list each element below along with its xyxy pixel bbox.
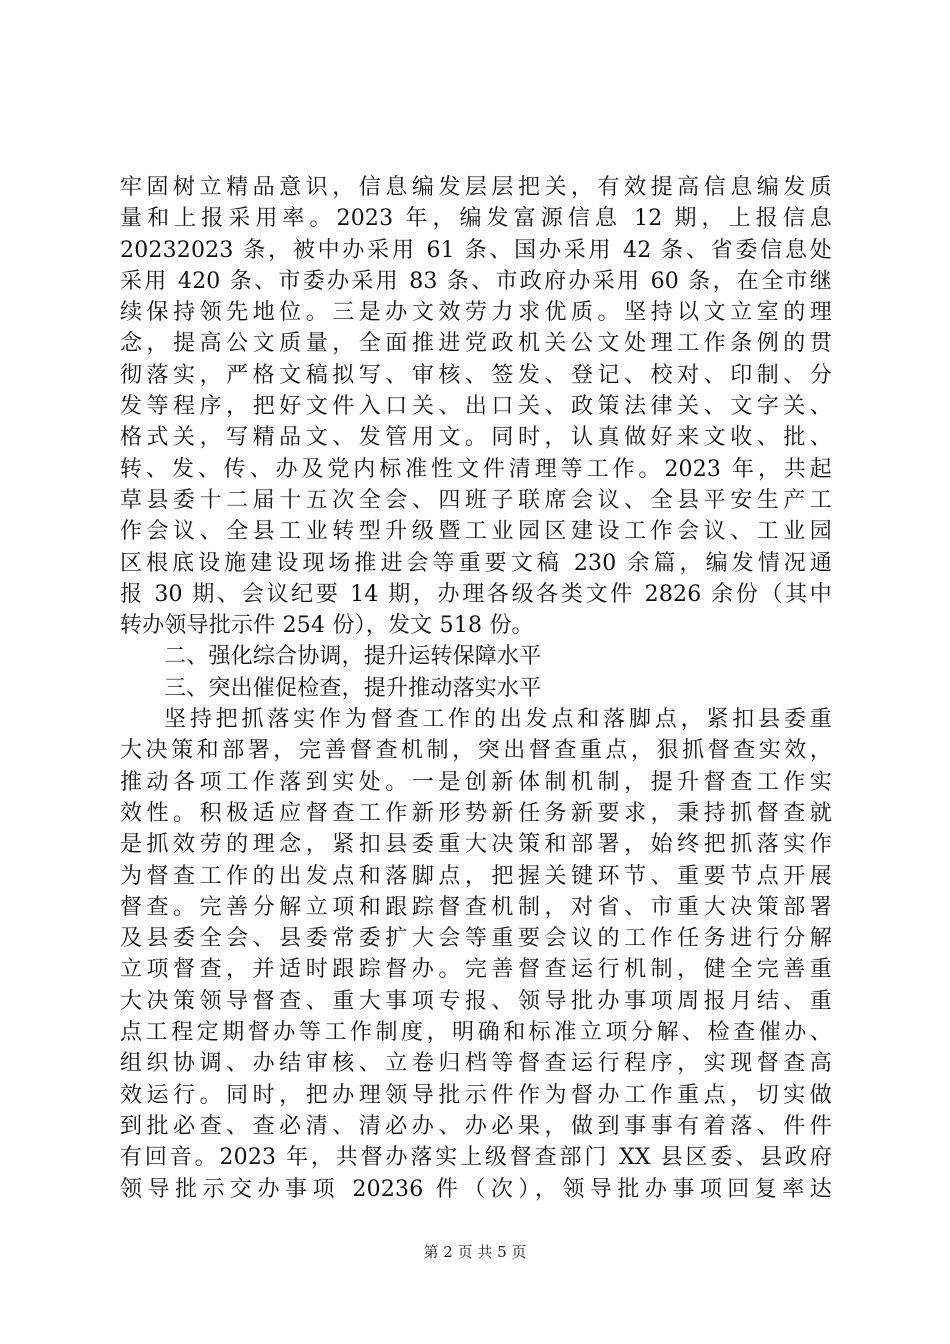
body-line: 区根底设施建设现场推进会等重要文稿 230 余篇，编发情况通 xyxy=(120,550,832,576)
section-heading-2: 二、强化综合协调，提升运转保障水平 xyxy=(164,644,542,670)
body-line: 效运行。同时，把办理领导批示件作为督办工作重点，切实做 xyxy=(120,1082,832,1108)
body-line: 大决策领导督查、重大事项专报、领导批办事项周报月结、重 xyxy=(120,988,832,1014)
document-body xyxy=(120,172,832,1205)
body-line: 采用 420 条、市委办采用 83 条、市政府办采用 60 条，在全市继 xyxy=(120,268,832,294)
body-line: 为督查工作的出发点和落脚点，把握关键环节、重要节点开展 xyxy=(120,863,832,889)
body-line: 转、发、传、办及党内标准性文件清理等工作。2023 年，共起 xyxy=(120,456,832,482)
body-line: 念，提高公文质量，全面推进党政机关公文处理工作条例的贯 xyxy=(120,331,832,357)
body-line: 立项督查，并适时跟踪督办。完善督查运行机制，健全完善重 xyxy=(120,957,832,983)
body-line: 到批必查、查必清、清必办、办必果，做到事事有着落、件件 xyxy=(120,1113,832,1139)
body-line: 量和上报采用率。2023 年，编发富源信息 12 期，上报信息 xyxy=(120,206,832,232)
body-line: 草县委十二届十五次全会、四班子联席会议、全县平安生产工 xyxy=(120,487,832,513)
body-line: 牢固树立精品意识，信息编发层层把关，有效提高信息编发质 xyxy=(120,175,832,200)
body-line: 续保持领先地位。三是办文效劳力求优质。坚持以文立室的理 xyxy=(120,300,832,326)
body-line: 20232023 条，被中办采用 61 条、国办采用 42 条、省委信息处 xyxy=(120,237,832,263)
body-line: 效性。积极适应督查工作新形势新任务新要求，秉持抓督查就 xyxy=(120,800,832,826)
body-line: 发等程序，把好文件入口关、出口关、政策法律关、文字关、 xyxy=(120,394,832,420)
body-line: 组织协调、办结审核、立卷归档等督查运行程序，实现督查高 xyxy=(120,1051,832,1077)
body-line-paragraph-start: 坚持把抓落实作为督查工作的出发点和落脚点，紧扣县委重 xyxy=(164,707,832,733)
body-line: 及县委全会、县委常委扩大会等重要会议的工作任务进行分解 xyxy=(120,926,832,952)
body-line: 报 30 期、会议纪要 14 期，办理各级各类文件 2826 余份（其中 xyxy=(120,581,832,607)
body-line: 大决策和部署，完善督查机制，突出督查重点，狠抓督查实效， xyxy=(120,738,832,764)
page-number-footer: 第 2 页 共 5 页 xyxy=(423,1243,527,1261)
body-line: 推动各项工作落到实处。一是创新体制机制，提升督查工作实 xyxy=(120,769,832,795)
body-line: 领导批示交办事项 20236 件（次），领导批办事项回复率达 xyxy=(120,1176,832,1202)
body-line: 点工程定期督办等工作制度，明确和标准立项分解、检查催办、 xyxy=(120,1020,832,1046)
body-line: 督查。完善分解立项和跟踪督查机制，对省、市重大决策部署 xyxy=(120,894,832,920)
body-line: 作会议、全县工业转型升级暨工业园区建设工作会议、工业园 xyxy=(120,519,832,545)
body-line: 是抓效劳的理念，紧扣县委重大决策和部署，始终把抓落实作 xyxy=(120,832,832,858)
body-line: 格式关，写精品文、发管用文。同时，认真做好来文收、批、 xyxy=(120,425,832,451)
section-heading-3: 三、突出催促检查，提升推动落实水平 xyxy=(164,675,542,701)
body-line: 彻落实，严格文稿拟写、审核、签发、登记、校对、印制、分 xyxy=(120,362,832,388)
body-line-paragraph-end: 转办领导批示件 254 份），发文 518 份。 xyxy=(120,613,534,639)
body-line: 有回音。2023 年，共督办落实上级督查部门 XX 县区委、县政府 xyxy=(120,1145,832,1171)
